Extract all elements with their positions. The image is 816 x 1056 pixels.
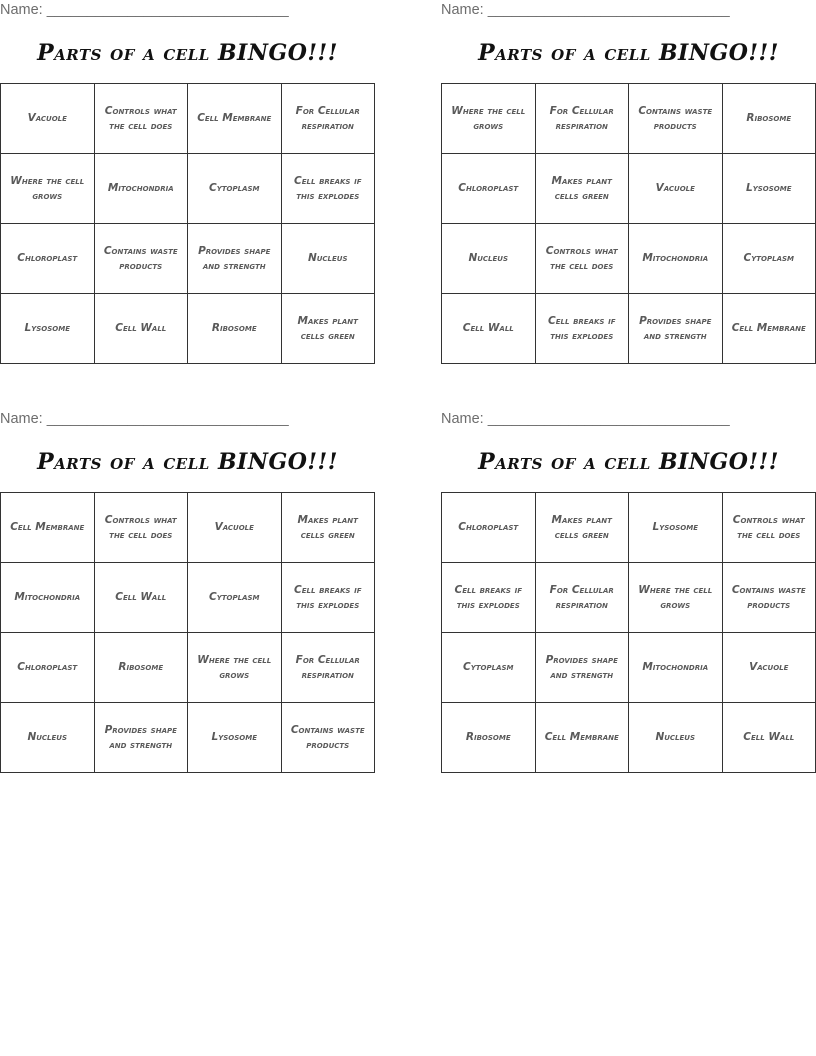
grid-cell: Ribosome — [188, 294, 282, 364]
card-title: Parts of a cell BINGO!!! — [478, 449, 779, 475]
grid-cell: Lysosome — [188, 703, 282, 773]
grid-cell: Where the cell grows — [188, 633, 282, 703]
grid-cell: Cell Wall — [94, 563, 188, 633]
grid-cell: Controls what the cell does — [94, 493, 188, 563]
grid-row — [442, 493, 816, 563]
grid-cell: Contains waste products — [281, 703, 375, 773]
grid-row — [1, 84, 375, 154]
grid-cell: For Cellular respiration — [281, 633, 375, 703]
grid-row — [1, 633, 375, 703]
name-line: Name: ______________________________ — [0, 411, 289, 427]
grid-cell: Where the cell grows — [629, 563, 723, 633]
grid-cell: Lysosome — [629, 493, 723, 563]
grid-cell: Cell Membrane — [535, 703, 629, 773]
grid-cell: Cell breaks if this explodes — [535, 294, 629, 364]
grid-row — [442, 224, 816, 294]
grid-cell: Controls what the cell does — [94, 84, 188, 154]
grid-row — [1, 703, 375, 773]
grid-cell: Ribosome — [94, 633, 188, 703]
grid-cell: Nucleus — [442, 224, 536, 294]
grid-cell: Cell Wall — [722, 703, 816, 773]
grid-cell: Nucleus — [1, 703, 95, 773]
grid-cell: Cytoplasm — [188, 563, 282, 633]
grid-cell: Contains waste products — [722, 563, 816, 633]
grid-cell: Where the cell grows — [1, 154, 95, 224]
grid-row — [442, 84, 816, 154]
grid-cell: Cell Wall — [442, 294, 536, 364]
grid-cell: Makes plant cells green — [281, 493, 375, 563]
grid-cell: Mitochondria — [94, 154, 188, 224]
grid-cell: Makes plant cells green — [535, 154, 629, 224]
grid-cell: Vacuole — [629, 154, 723, 224]
card-title: Parts of a cell BINGO!!! — [478, 40, 779, 66]
grid-cell: Cell Membrane — [1, 493, 95, 563]
grid-cell: Cytoplasm — [722, 224, 816, 294]
grid-cell: Ribosome — [442, 703, 536, 773]
grid-cell: Cell breaks if this explodes — [442, 563, 536, 633]
card-title: Parts of a cell BINGO!!! — [37, 449, 338, 475]
grid-row — [1, 154, 375, 224]
name-line: Name: ______________________________ — [441, 411, 730, 427]
bingo-grid — [441, 83, 816, 364]
grid-cell: Makes plant cells green — [535, 493, 629, 563]
grid-cell: Ribosome — [722, 84, 816, 154]
name-line: Name: ______________________________ — [441, 2, 730, 18]
grid-cell: Chloroplast — [442, 154, 536, 224]
name-line: Name: ______________________________ — [0, 2, 289, 18]
grid-cell: Provides shape and strength — [535, 633, 629, 703]
grid-cell: Cell Wall — [94, 294, 188, 364]
grid-cell: Controls what the cell does — [535, 224, 629, 294]
grid-cell: Nucleus — [281, 224, 375, 294]
grid-row — [1, 493, 375, 563]
grid-row — [442, 563, 816, 633]
grid-cell: Cell Membrane — [188, 84, 282, 154]
grid-cell: Vacuole — [188, 493, 282, 563]
grid-cell: Mitochondria — [1, 563, 95, 633]
grid-cell: Makes plant cells green — [281, 294, 375, 364]
grid-cell: Chloroplast — [442, 493, 536, 563]
bingo-grid — [441, 492, 816, 773]
bingo-grid — [0, 83, 375, 364]
grid-cell: Cytoplasm — [188, 154, 282, 224]
grid-row — [442, 703, 816, 773]
grid-cell: Chloroplast — [1, 224, 95, 294]
bingo-grid — [0, 492, 375, 773]
card-title: Parts of a cell BINGO!!! — [37, 40, 338, 66]
grid-cell: Provides shape and strength — [629, 294, 723, 364]
grid-row — [1, 224, 375, 294]
grid-cell: Contains waste products — [94, 224, 188, 294]
grid-row — [1, 294, 375, 364]
grid-cell: Cell breaks if this explodes — [281, 563, 375, 633]
grid-cell: Vacuole — [1, 84, 95, 154]
grid-row — [1, 563, 375, 633]
grid-row — [442, 154, 816, 224]
grid-cell: Where the cell grows — [442, 84, 536, 154]
grid-cell: Lysosome — [722, 154, 816, 224]
grid-cell: Mitochondria — [629, 224, 723, 294]
grid-cell: Mitochondria — [629, 633, 723, 703]
grid-cell: Cytoplasm — [442, 633, 536, 703]
grid-cell: Vacuole — [722, 633, 816, 703]
grid-cell: Contains waste products — [629, 84, 723, 154]
grid-cell: For Cellular respiration — [281, 84, 375, 154]
grid-cell: For Cellular respiration — [535, 84, 629, 154]
grid-cell: Controls what the cell does — [722, 493, 816, 563]
grid-cell: Lysosome — [1, 294, 95, 364]
grid-cell: Provides shape and strength — [94, 703, 188, 773]
grid-cell: For Cellular respiration — [535, 563, 629, 633]
grid-row — [442, 633, 816, 703]
grid-row — [442, 294, 816, 364]
grid-cell: Cell breaks if this explodes — [281, 154, 375, 224]
grid-cell: Nucleus — [629, 703, 723, 773]
grid-cell: Cell Membrane — [722, 294, 816, 364]
grid-cell: Provides shape and strength — [188, 224, 282, 294]
grid-cell: Chloroplast — [1, 633, 95, 703]
